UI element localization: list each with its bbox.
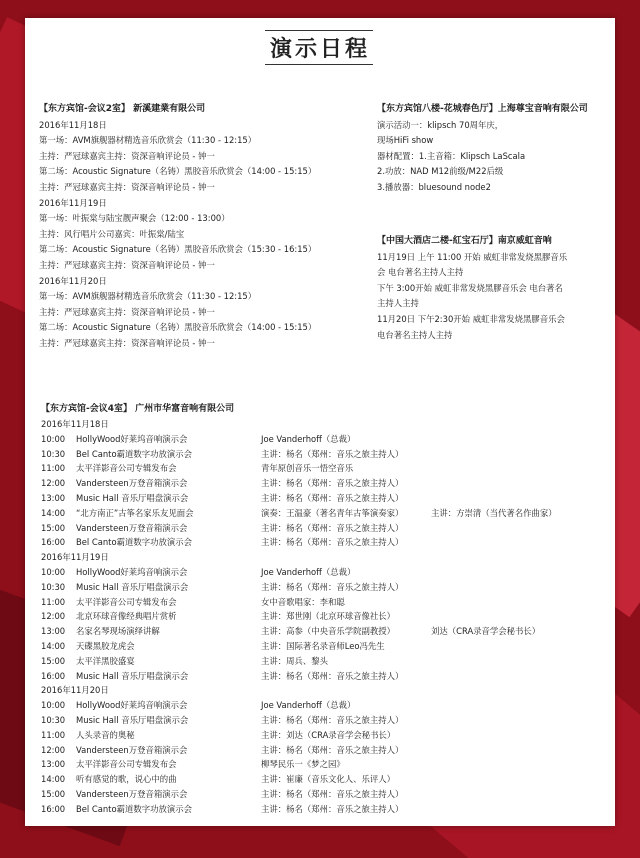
schedule-meeting-room-4 (41, 402, 601, 817)
session-host: 主讲：杨名（郑州：音乐之旅主持人） (261, 492, 404, 503)
schedule-line: 主持：严冠球嘉宾主持：资深音响评论员 - 钟一 (39, 306, 215, 317)
schedule-row (41, 802, 601, 817)
schedule-line: 主持：严冠球嘉宾主持：资深音响评论员 - 钟一 (39, 259, 215, 270)
schedule-date: 2016年11月19日 (41, 552, 109, 563)
schedule-line: 第二场：Acoustic Signature（名铸）黑胶音乐欣赏会（14:00 - 15:15） (39, 166, 317, 177)
schedule-line: 2016年11月18日 (39, 119, 107, 130)
session-program: Vandersteen万登音箱演示会 (76, 788, 188, 799)
session-program: Bel Canto霸道数字功放演示会 (76, 803, 192, 814)
schedule-row (41, 565, 601, 580)
schedule-line: 器材配置：1.主音箱：Klipsch LaScala (377, 150, 526, 161)
session-host: 柳琴民乐一《梦之园》 (261, 759, 345, 770)
session-host: Joe Vanderhoff（总裁） (261, 433, 356, 444)
title-rule-top (265, 30, 373, 31)
session-host: 演奏：王温豪（著名青年古筝演奏家） (261, 507, 404, 518)
schedule-date: 2016年11月18日 (41, 419, 109, 429)
session-time: 10:00 (41, 433, 66, 444)
schedule-row (41, 580, 601, 595)
schedule-row (41, 743, 601, 758)
venue-heading: 【东方宾馆八楼-花城春色厅】上海尊宝音响有限公司 (377, 104, 588, 114)
session-host: 主讲：杨名（郑州：音乐之旅主持人） (261, 478, 404, 489)
schedule-line: 2.功放：NAD M12前级/M22后级 (377, 166, 504, 177)
session-time: 10:30 (41, 448, 66, 459)
session-program: 北京环球音像经典唱片赏析 (76, 611, 177, 622)
session-host: 青年原创音乐一悟空音乐 (261, 463, 354, 474)
session-program: Bel Canto霸道数字功放演示会 (76, 537, 192, 548)
schedule-row (41, 595, 601, 610)
schedule-row (41, 669, 601, 684)
page-title: 演示日程 (269, 37, 370, 62)
session-time: 14:00 (41, 640, 66, 651)
session-host: 主讲：崔廉（音乐文化人、乐评人） (261, 774, 395, 785)
session-time: 11:00 (41, 729, 66, 740)
session-host: 主讲：杨名（郑州：音乐之旅主持人） (261, 670, 404, 681)
schedule-row (41, 654, 601, 669)
session-time: 11:00 (41, 463, 66, 474)
schedule-line: 主持：严冠球嘉宾主持：资深音响评论员 - 钟一 (39, 181, 215, 192)
session-host: 主讲：刘达（CRA录音学会秘书长） (261, 729, 396, 740)
session-program: Bel Canto霸道数字功放演示会 (76, 448, 192, 459)
session-host: Joe Vanderhoff（总裁） (261, 566, 356, 577)
session-host: 主讲：周兵、黎头 (261, 655, 328, 666)
session-host: 主讲：杨名（郑州：音乐之旅主持人） (261, 714, 404, 725)
session-program: “北方南正”古筝名家乐友见面会 (76, 507, 194, 518)
session-time: 11:00 (41, 596, 66, 607)
session-time: 13:00 (41, 759, 66, 770)
session-program: Music Hall 音乐厅唱盘演示会 (76, 492, 189, 503)
schedule-row (41, 609, 601, 624)
schedule-line: 下午 3:00开始 威虹非常发烧黑膠音乐会 电台著名 (377, 282, 563, 293)
venue-block-ruby-hall (377, 234, 567, 343)
schedule-line: 主持：风行唱片公司嘉宾：叶振棠/陆宝 (39, 228, 185, 239)
session-program: 太平洋影音公司专辑发布会 (76, 596, 177, 607)
session-time: 10:30 (41, 581, 66, 592)
schedule-row (41, 728, 601, 743)
session-program: 太平洋影音公司专辑发布会 (76, 463, 177, 474)
schedule-date: 2016年11月20日 (41, 685, 109, 696)
schedule-row (41, 713, 601, 728)
session-host: 主讲：杨名（郑州：音乐之旅主持人） (261, 803, 404, 814)
venue-block-huacheng-hall (377, 102, 588, 196)
session-time: 14:00 (41, 774, 66, 785)
schedule-row (41, 432, 601, 447)
session-program: Vandersteen万登音箱演示会 (76, 478, 188, 489)
schedule-line: 11月19日 上午 11:00 开始 威虹非常发烧黑膠音乐 (377, 251, 568, 262)
schedule-row (41, 535, 601, 550)
schedule-line: 演示活动一：klipsch 70周年庆， (377, 119, 504, 130)
schedule-line: 会 电台著名主持人主持 (377, 267, 464, 278)
schedule-line: 2016年11月19日 (39, 197, 107, 208)
session-time: 15:00 (41, 788, 66, 799)
schedule-line: 第二场：Acoustic Signature（名铸）黑胶音乐欣赏会（14:00 - 15:15） (39, 322, 317, 333)
schedule-row (41, 698, 601, 713)
session-time: 10:00 (41, 566, 66, 577)
schedule-row (41, 476, 601, 491)
schedule-line: 2016年11月20日 (39, 275, 107, 286)
schedule-line: 11月20日 下午2:30开始 威虹非常发烧黑膠音乐会 (377, 313, 565, 324)
venue-heading: 【中国大酒店二楼-紅宝石厅】南京威虹音响 (377, 236, 552, 246)
session-program: Vandersteen万登音箱演示会 (76, 522, 188, 533)
schedule-row (41, 521, 601, 536)
session-time: 16:00 (41, 537, 66, 548)
session-program: HollyWood好莱坞音响演示会 (76, 433, 188, 444)
schedule-row (41, 461, 601, 476)
schedule-row (41, 757, 601, 772)
title-rule-bottom (265, 64, 373, 65)
session-time: 12:00 (41, 744, 66, 755)
venue-heading: 【东方宾馆-会议2室】 新溪建業有限公司 (39, 104, 206, 114)
schedule-row (41, 491, 601, 506)
schedule-line: 第一场：AVM旗舰器材精选音乐欣赏会（11:30 - 12:15） (39, 135, 257, 146)
schedule-sheet (25, 18, 615, 826)
session-time: 13:00 (41, 492, 66, 503)
session-time: 15:00 (41, 522, 66, 533)
session-host: Joe Vanderhoff（总裁） (261, 700, 356, 711)
session-host: 主讲：杨名（郑州：音乐之旅主持人） (261, 448, 404, 459)
schedule-line: 电台著名主持人主持 (377, 329, 453, 340)
schedule-line: 3.播放器：bluesound node2 (377, 181, 491, 192)
session-host: 主讲：杨名（郑州：音乐之旅主持人） (261, 744, 404, 755)
session-program: 天碟黑胶龙虎会 (76, 640, 135, 651)
session-program: HollyWood好莱坞音响演示会 (76, 566, 188, 577)
session-program: HollyWood好莱坞音响演示会 (76, 700, 188, 711)
session-time: 12:00 (41, 611, 66, 622)
session-program: 人头录音的奥秘 (76, 729, 135, 740)
venue-block-meeting-room-2 (39, 102, 316, 352)
session-time: 10:30 (41, 714, 66, 725)
session-host: 主讲：国际著名录音师Leo冯先生 (261, 640, 385, 651)
session-extra-host: 刘达（CRA录音学会秘书长） (431, 626, 541, 637)
session-program: 太平洋黑胶盛宴 (76, 655, 135, 666)
session-host: 主讲：杨名（郑州：音乐之旅主持人） (261, 537, 404, 548)
session-program: Music Hall 音乐厅唱盘演示会 (76, 714, 189, 725)
schedule-row (41, 787, 601, 802)
session-extra-host: 主讲：方崇清（当代著名作曲家） (431, 507, 557, 518)
session-time: 15:00 (41, 655, 66, 666)
schedule-row (41, 506, 601, 521)
session-program: Music Hall 音乐厅唱盘演示会 (76, 670, 189, 681)
schedule-row (41, 772, 601, 787)
session-program: Vandersteen万登音箱演示会 (76, 744, 188, 755)
session-time: 10:00 (41, 700, 66, 711)
session-host: 主讲：杨名（郑州：音乐之旅主持人） (261, 522, 404, 533)
session-time: 16:00 (41, 670, 66, 681)
schedule-row (41, 447, 601, 462)
session-host: 主讲：郑世刚（北京环球音像社长） (261, 611, 395, 622)
session-host: 主讲：杨名（郑州：音乐之旅主持人） (261, 581, 404, 592)
schedule-line: 现场HiFi show (377, 135, 434, 146)
session-program: Music Hall 音乐厅唱盘演示会 (76, 581, 189, 592)
session-time: 14:00 (41, 507, 66, 518)
schedule-row (41, 639, 601, 654)
session-time: 12:00 (41, 478, 66, 489)
session-host: 女中音歌唱家：李和聪 (261, 596, 345, 607)
schedule-line: 主持：严冠球嘉宾主持：资深音响评论员 - 钟一 (39, 337, 215, 348)
session-host: 主讲：高参（中央音乐学院副教授） (261, 626, 395, 637)
session-time: 13:00 (41, 626, 66, 637)
session-time: 16:00 (41, 803, 66, 814)
schedule-line: 第一场：AVM旗舰器材精选音乐欣赏会（11:30 - 12:15） (39, 291, 257, 302)
schedule-line: 主持：严冠球嘉宾主持：资深音响评论员 - 钟一 (39, 150, 215, 161)
schedule-line: 主持人主持 (377, 298, 419, 309)
schedule-line: 第一场：叶振棠与陆宝靓声聚会（12:00 - 13:00） (39, 213, 230, 224)
venue-heading: 【东方宾馆-会议4室】 广州市华富音响有限公司 (41, 404, 235, 414)
session-host: 主讲：杨名（郑州：音乐之旅主持人） (261, 788, 404, 799)
session-program: 听有感觉的歌，说心中的曲 (76, 774, 177, 785)
schedule-line: 第二场：Acoustic Signature（名铸）黑胶音乐欣赏会（15:30 - 16:15） (39, 244, 317, 255)
session-program: 名家名琴现场演绎讲解 (76, 626, 160, 637)
session-program: 太平洋影音公司专辑发布会 (76, 759, 177, 770)
schedule-row (41, 624, 601, 639)
